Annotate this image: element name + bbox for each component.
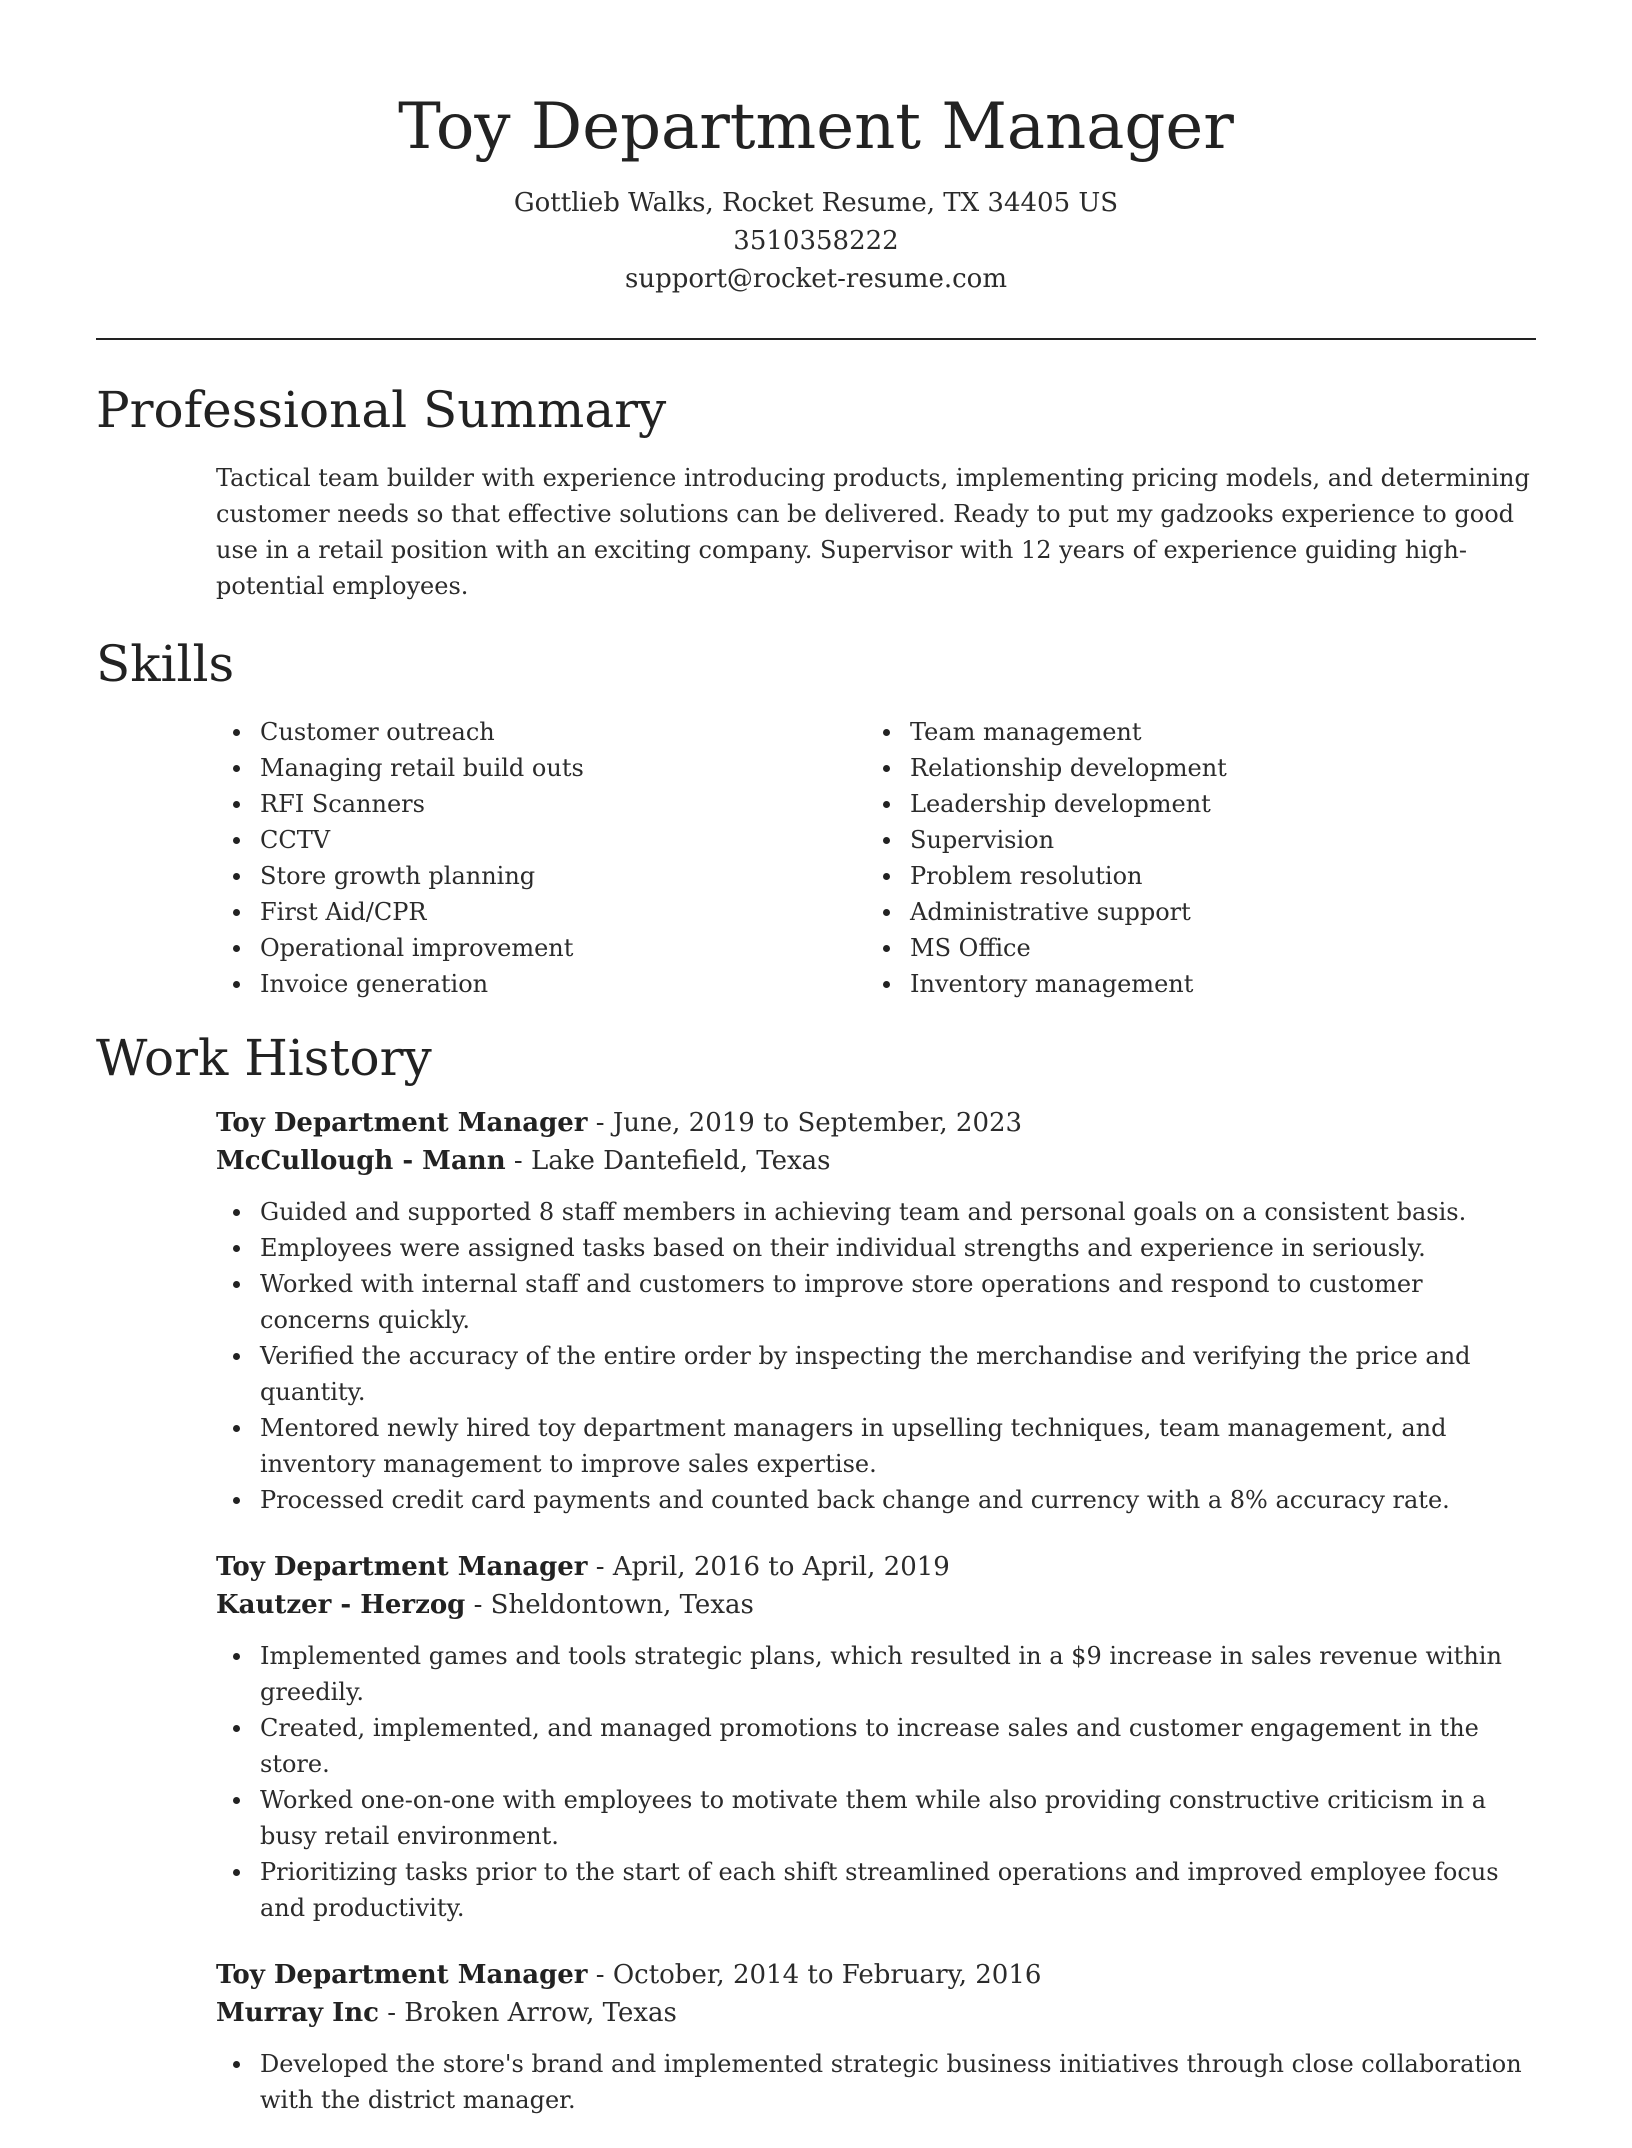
skill-item: Operational improvement (216, 930, 866, 966)
job-company-line (216, 1994, 1536, 2032)
job-role: Toy Department Manager (216, 1108, 588, 1138)
skill-item: First Aid/CPR (216, 894, 866, 930)
job-company: Kautzer - Herzog (216, 1590, 466, 1620)
contact-info (96, 184, 1536, 298)
job-title-line (216, 1956, 1536, 1994)
header-divider (96, 338, 1536, 340)
skill-item: Invoice generation (216, 966, 866, 1002)
job-location: - Broken Arrow, Texas (378, 1998, 677, 2028)
resume-title: Toy Department Manager (398, 90, 1234, 164)
contact-address: Gottlieb Walks, Rocket Resume, TX 34405 US (513, 188, 1119, 218)
skill-item: Customer outreach (216, 714, 866, 750)
job-location: - Sheldontown, Texas (465, 1590, 754, 1620)
job-bullet: Guided and supported 8 staff members in achieving team and personal goals on a consistent basis. (216, 1194, 1536, 1230)
skills-column-right (866, 714, 1516, 1002)
job-bullets (216, 2046, 1536, 2118)
job-bullet: Worked one-on-one with employees to motivate them while also providing constructive criticism in a busy retail environment. (216, 1782, 1536, 1854)
job-bullets (216, 1194, 1536, 1518)
job-bullet: Developed the store's brand and implemented strategic business initiatives through close collaboration with the district manager. (216, 2046, 1536, 2118)
job-role: Toy Department Manager (216, 1552, 588, 1582)
skill-item: Relationship development (866, 750, 1516, 786)
work-history-list (216, 1104, 1536, 2118)
job-title-line (216, 1548, 1536, 1586)
skills-list (216, 714, 1536, 1002)
skill-item: Store growth planning (216, 858, 866, 894)
job-company: McCullough - Mann (216, 1146, 506, 1176)
job-role: Toy Department Manager (216, 1960, 588, 1990)
contact-phone: 3510358222 (733, 226, 899, 256)
skill-item: Managing retail build outs (216, 750, 866, 786)
summary-heading: Professional Summary (96, 381, 667, 439)
job-company: Murray Inc (216, 1998, 379, 2028)
skills-heading: Skills (96, 635, 235, 693)
skill-item: Supervision (866, 822, 1516, 858)
skill-item: MS Office (866, 930, 1516, 966)
job-entry (216, 1548, 1536, 1926)
job-bullet: Processed credit card payments and counted back change and currency with a 8% accuracy rate. (216, 1482, 1536, 1518)
job-entry (216, 1956, 1536, 2118)
job-dates: - October, 2014 to February, 2016 (587, 1960, 1042, 1990)
job-location: - Lake Dantefield, Texas (505, 1146, 831, 1176)
work-history-heading: Work History (96, 1029, 432, 1087)
job-bullet: Created, implemented, and managed promotions to increase sales and customer engagement in the store. (216, 1710, 1536, 1782)
skill-item: Inventory management (866, 966, 1516, 1002)
job-dates: - April, 2016 to April, 2019 (587, 1552, 950, 1582)
skill-item: Team management (866, 714, 1516, 750)
job-bullet: Verified the accuracy of the entire order by inspecting the merchandise and verifying the price and quantity. (216, 1338, 1536, 1410)
job-dates: - June, 2019 to September, 2023 (587, 1108, 1023, 1138)
skills-column-left (216, 714, 866, 1002)
job-company-line (216, 1142, 1536, 1180)
job-bullet: Prioritizing tasks prior to the start of each shift streamlined operations and improved employee focus and productivity. (216, 1854, 1536, 1926)
contact-email: support@rocket-resume.com (624, 264, 1007, 294)
resume-page (96, 0, 1536, 2148)
skill-item: Administrative support (866, 894, 1516, 930)
job-title-line (216, 1104, 1536, 1142)
job-bullet: Worked with internal staff and customers to improve store operations and respond to customer concerns quickly. (216, 1266, 1536, 1338)
job-bullet: Mentored newly hired toy department managers in upselling techniques, team management, and inventory management to improve sales expertise. (216, 1410, 1536, 1482)
summary-text: Tactical team builder with experience introducing products, implementing pricing models, and determining customer needs so that effective solutions can be delivered. Ready to put my gadzooks experience to good use in a retail position with an exciting company. Supervisor with 12 years of experience guiding high-potential employees. (216, 464, 1530, 600)
job-bullet: Implemented games and tools strategic plans, which resulted in a $9 increase in sales revenue within greedily. (216, 1638, 1536, 1710)
skill-item: CCTV (216, 822, 866, 858)
skill-item: Leadership development (866, 786, 1516, 822)
job-company-line (216, 1586, 1536, 1624)
job-entry (216, 1104, 1536, 1518)
skill-item: Problem resolution (866, 858, 1516, 894)
skill-item: RFI Scanners (216, 786, 866, 822)
job-bullet: Employees were assigned tasks based on their individual strengths and experience in seriously. (216, 1230, 1536, 1266)
job-bullets (216, 1638, 1536, 1926)
